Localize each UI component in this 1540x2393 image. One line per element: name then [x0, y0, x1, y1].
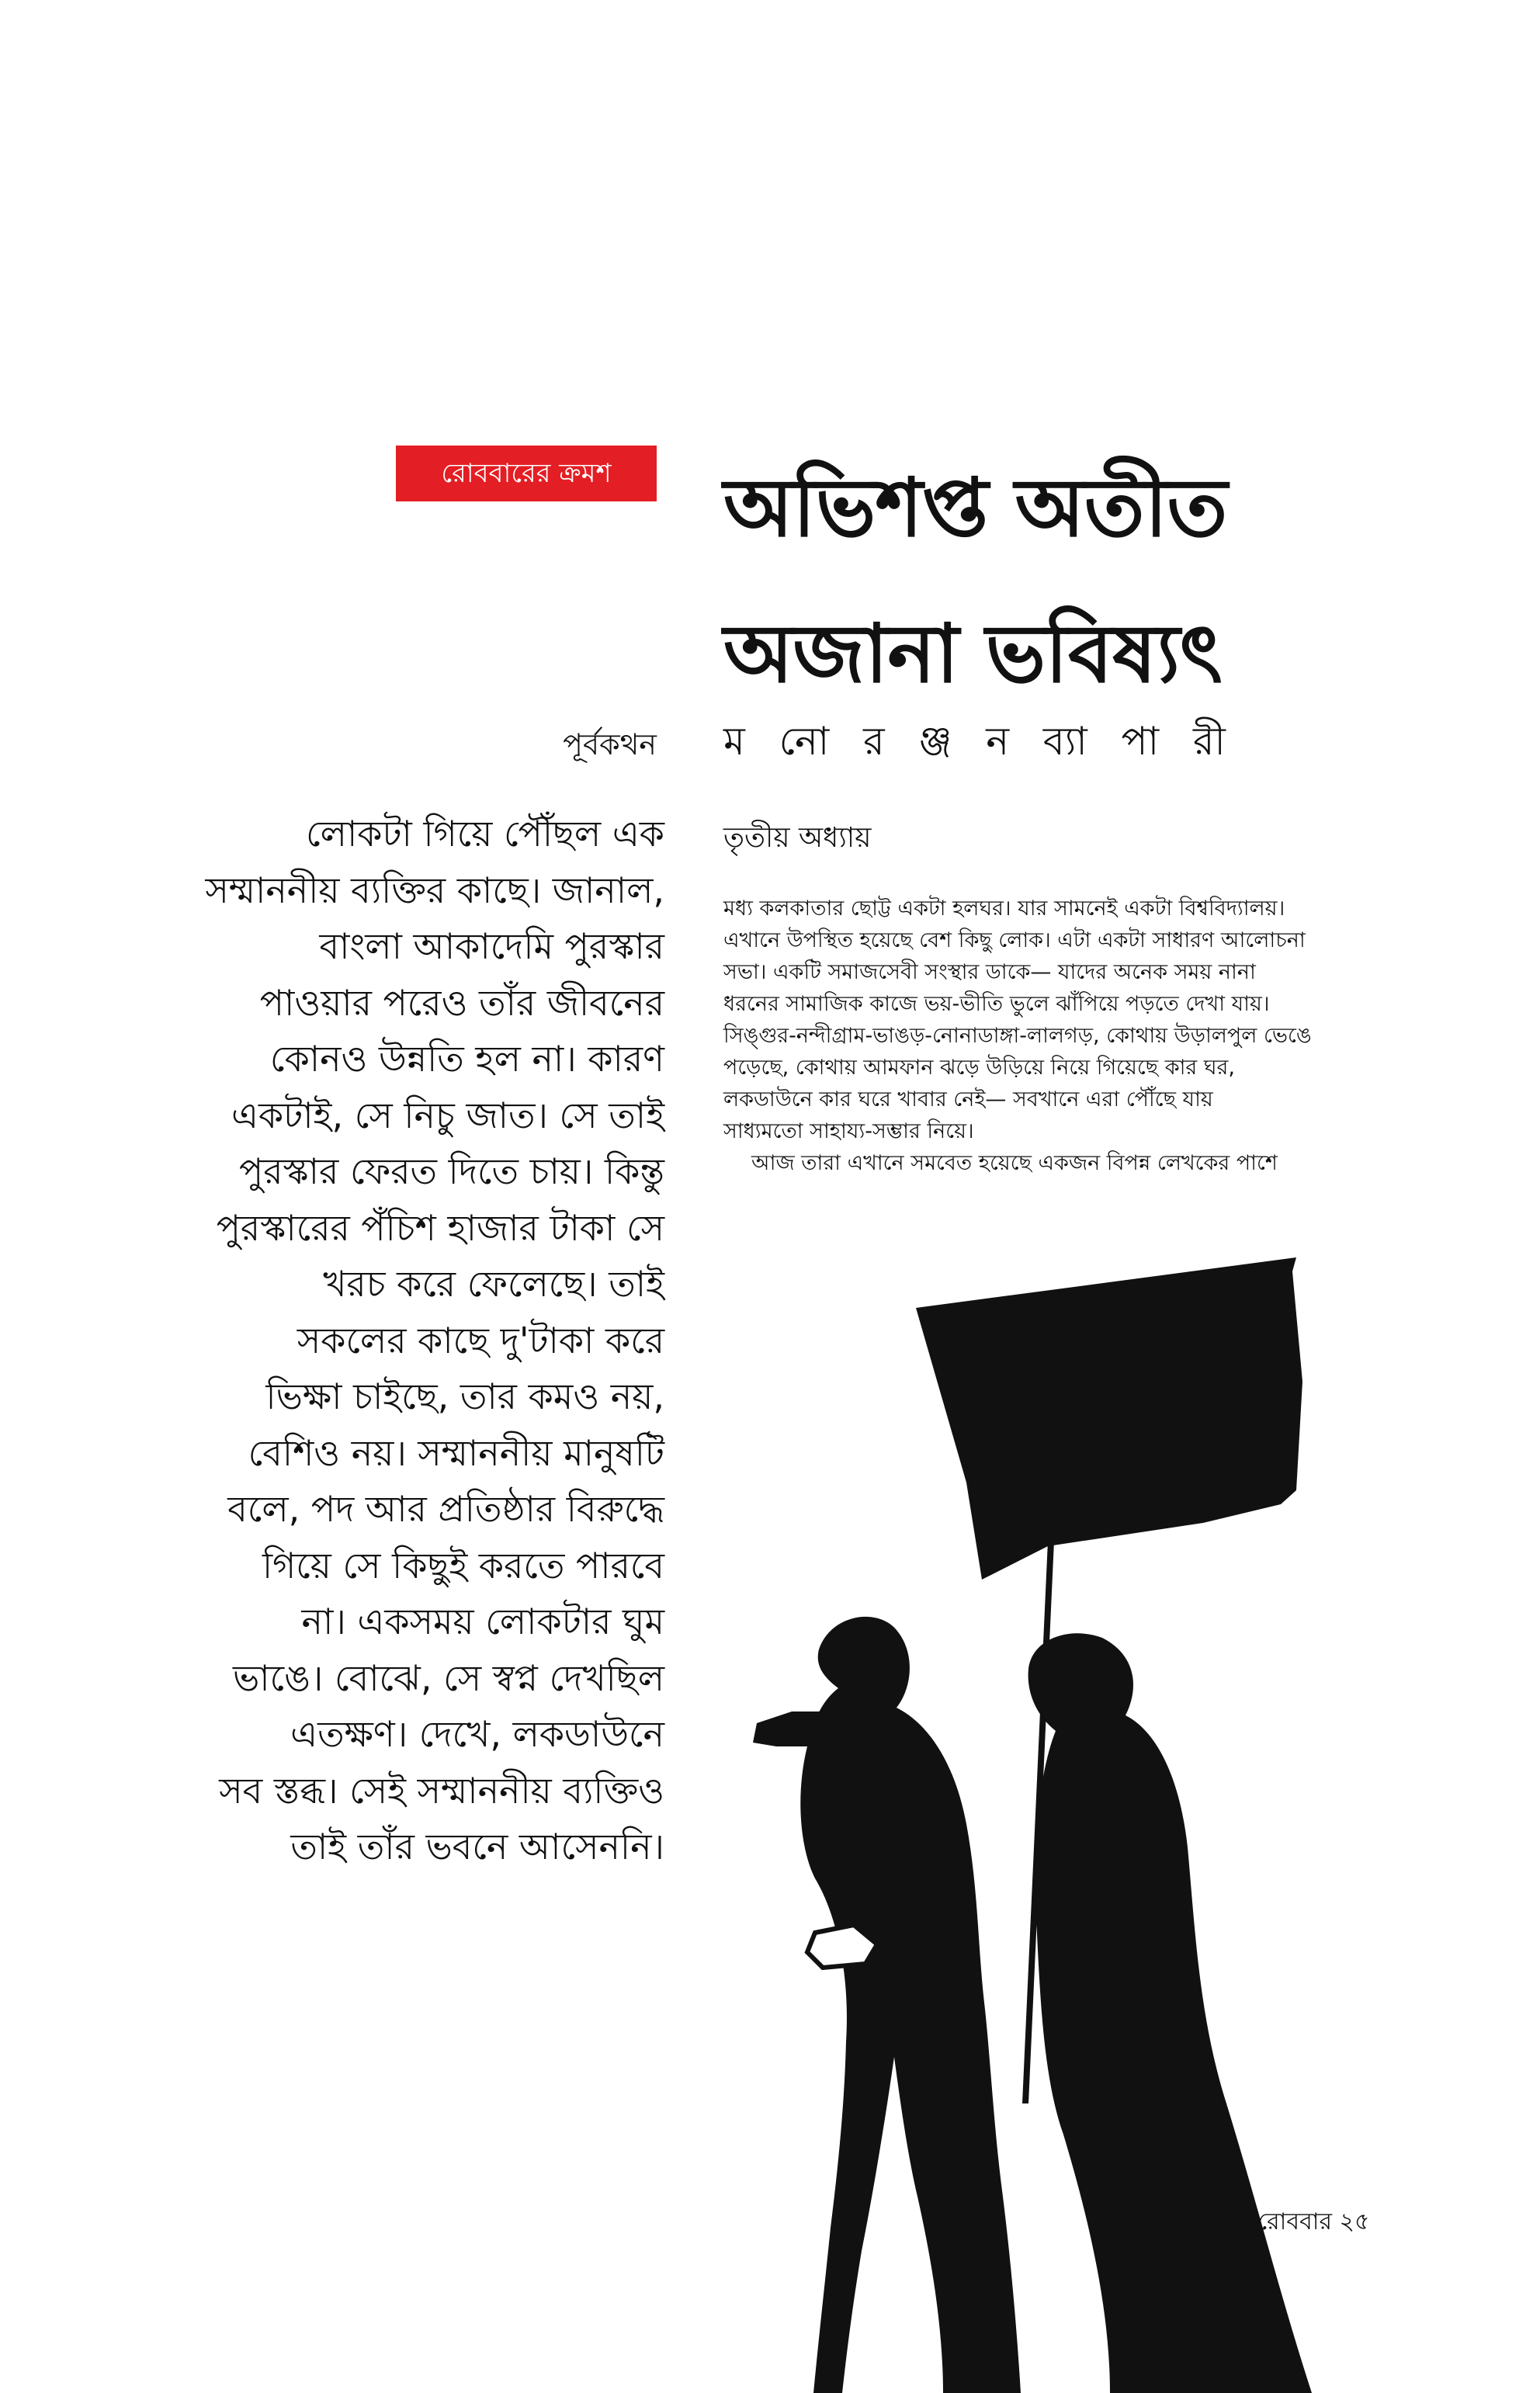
section-tag: রোববারের ক্রমশ	[396, 446, 657, 501]
story-line: লকডাউনে কার ঘরে খাবার নেই— সবখানে এরা পৌঁছে যায়	[723, 1087, 1213, 1112]
preface-line: সব স্তব্ধ। সেই সম্মাননীয় ব্যক্তিও	[219, 1769, 664, 1812]
preface-label: পূর্বকথন	[563, 727, 657, 761]
preface-line: বাংলা আকাদেমি পুরস্কার	[319, 925, 664, 967]
preface-line: সম্মাননীয় ব্যক্তির কাছে। জানাল,	[205, 869, 664, 911]
story-line: এখানে উপস্থিত হয়েছে বেশ কিছু লোক। এটা একটা সাধারণ আলোচনা	[723, 928, 1306, 952]
story-line: সিঙ্গুর-নন্দীগ্রাম-ভাঙড়-নোনাডাঙ্গা-লালগড়, কোথায় উড়ালপুল ভেঙে	[723, 1024, 1312, 1048]
preface-line: পাওয়ার পরেও তাঁর জীবনের	[259, 981, 664, 1024]
story-line: সাধ্যমতো সাহায্য-সম্ভার নিয়ে।	[723, 1119, 974, 1143]
preface-line: পুরস্কারের পঁচিশ হাজার টাকা সে	[216, 1206, 664, 1249]
chapter-label: তৃতীয় অধ্যায়	[723, 822, 872, 854]
preface-line: একটাই, সে নিচু জাত। সে তাই	[231, 1094, 664, 1136]
author-byline: ম নো র ঞ্জ ন ব্যা পা রী	[723, 719, 1237, 764]
story-line: ধরনের সামাজিক কাজে ভয়-ভীতি ভুলে ঝাঁপিয়ে পড়তে দেখা যায়।	[723, 992, 1270, 1016]
title-line-2: অজানা ভবিষ্যৎ	[723, 606, 1222, 701]
preface-line: ভিক্ষা চাইছে, তার কমও নয়,	[265, 1375, 664, 1417]
flag-shape	[916, 1257, 1302, 1580]
story-line: সভা। একটি সমাজসেবী সংস্থার ডাকে— যাদের অনেক সময় নানা	[723, 960, 1256, 984]
preface-line: বলে, পদ আর প্রতিষ্ঠার বিরুদ্ধে	[227, 1488, 664, 1530]
preface-line: লোকটা গিয়ে পৌঁছল এক	[306, 813, 664, 855]
preface-line: সকলের কাছে দু'টাকা করে	[297, 1319, 664, 1361]
preface-line: তাই তাঁর ভবনে আসেননি।	[290, 1826, 664, 1868]
story-line: আজ তারা এখানে সমবেত হয়েছে একজন বিপন্ন লেখকের পাশে	[751, 1151, 1278, 1175]
preface-line: না। একসময় লোকটার ঘুম	[301, 1601, 664, 1642]
page-folio: রোববার ২৫	[1257, 2208, 1370, 2235]
preface-line: বেশিও নয়। সম্মাননীয় মানুষটি	[248, 1431, 664, 1474]
preface-line: খরচ করে ফেলেছে। তাই	[323, 1263, 664, 1305]
story-line: পড়েছে, কোথায় আমফান ঝড়ে উড়িয়ে নিয়ে গিয়েছে কার ঘর,	[723, 1056, 1235, 1080]
story-text	[723, 893, 1422, 1179]
preface-text	[124, 806, 664, 1875]
preface-line: ভাঙে। বোঝে, সে স্বপ্ন দেখছিল	[233, 1656, 664, 1699]
preface-line: কোনও উন্নতি হল না। কারণ	[269, 1038, 664, 1080]
preface-line: এতক্ষণ। দেখে, লকডাউনে	[290, 1713, 664, 1755]
title-line-1: অভিশপ্ত অতীত	[723, 460, 1227, 555]
article-title	[723, 435, 1500, 727]
story-line: মধ্য কলকাতার ছোট্ট একটা হলঘর। যার সামনেই একটা বিশ্ববিদ্যালয়।	[723, 897, 1285, 921]
rear-figure	[1028, 1633, 1312, 2393]
preface-line: গিয়ে সে কিছুই করতে পারবে	[262, 1544, 664, 1587]
preface-line: পুরস্কার ফেরত দিতে চায়। কিন্তু	[239, 1150, 664, 1192]
